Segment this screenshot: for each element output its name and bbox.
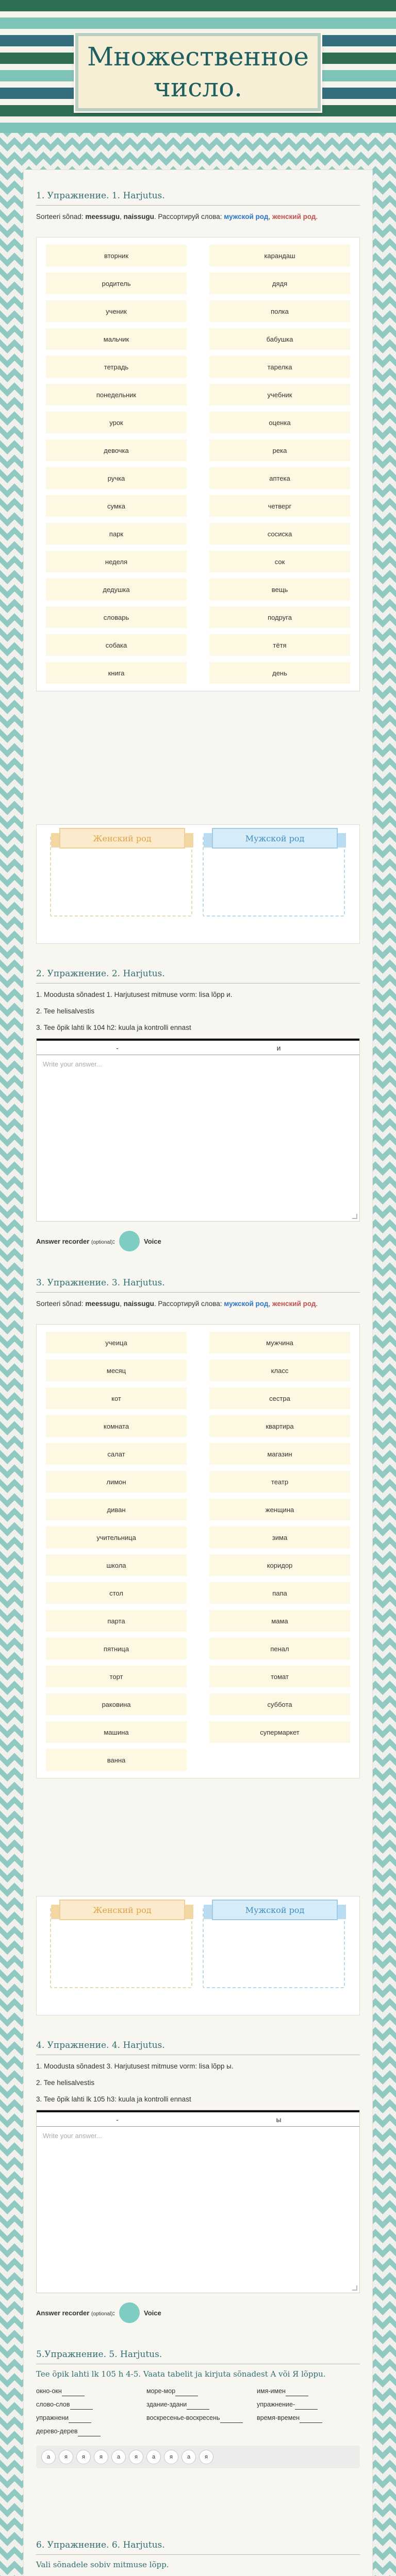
letter-chip[interactable]: я (76, 2450, 91, 2464)
word-card[interactable]: дядя (209, 273, 350, 294)
word-card[interactable]: ученик (46, 300, 187, 322)
word-card[interactable]: салат (46, 1443, 187, 1465)
recorder-label: Answer recorder (optional): (36, 2309, 115, 2317)
exercise-1-drop (36, 824, 360, 944)
word-card[interactable]: тетрадь (46, 356, 187, 378)
word-card[interactable]: девочка (46, 439, 187, 461)
fill-item: дерево-дерев (36, 2426, 139, 2436)
blank-slot[interactable] (286, 2389, 308, 2396)
word-card[interactable]: тарелка (209, 356, 350, 378)
word-card[interactable]: суббота (209, 1693, 350, 1715)
word-card[interactable]: пятница (46, 1638, 187, 1659)
letter-chip[interactable]: я (59, 2450, 73, 2464)
letter-chip[interactable]: я (129, 2450, 143, 2464)
word-card[interactable]: мальчик (46, 328, 187, 350)
word-card[interactable]: коридор (209, 1554, 350, 1576)
word-bank (36, 237, 360, 691)
fill-item: воскресенье-воскресень (146, 2413, 250, 2423)
exercise-3-title: 3. Упражнение. 3. Harjutus. (36, 1278, 360, 1293)
column-dash: - (116, 1044, 119, 1052)
exercise-1-title: 1. Упражнение. 1. Harjutus. (36, 191, 360, 206)
exercise-4-title: 4. Упражнение. 4. Harjutus. (36, 2040, 360, 2055)
fill-item: здание-здани (146, 2399, 250, 2410)
word-card[interactable]: сок (209, 551, 350, 572)
masculine-ribbon: Мужской род (212, 1900, 338, 1920)
word-card[interactable]: учебник (209, 384, 350, 405)
drop-area (36, 824, 360, 944)
exercise-5-title: 5.Упражнение. 5. Harjutus. (36, 2349, 360, 2364)
word-card[interactable]: карандаш (209, 245, 350, 266)
drop-area (36, 1896, 360, 2015)
word-card[interactable]: раковина (46, 1693, 187, 1715)
record-button[interactable] (119, 1231, 140, 1251)
word-card[interactable]: стол (46, 1582, 187, 1604)
word-card[interactable]: диван (46, 1499, 187, 1520)
letter-chip[interactable]: я (164, 2450, 178, 2464)
exercise-6-title: 6. Упражнение. 6. Harjutus. (36, 2540, 360, 2555)
word-card[interactable]: неделя (46, 551, 187, 572)
exercise-3-instructions: Sorteeri sõnad: meessugu, naissugu. Рассортируй слова: мужской род, женский род. (36, 1300, 318, 1308)
feminine-drop-zone[interactable] (50, 834, 192, 917)
feminine-ribbon: Женский род (59, 828, 185, 849)
blank-slot[interactable] (187, 2402, 209, 2410)
exercise-3 (36, 1278, 360, 1309)
exercise-2 (36, 969, 360, 1251)
word-card[interactable]: женщина (209, 1499, 350, 1520)
word-card[interactable]: словарь (46, 606, 187, 628)
word-card[interactable]: бабушка (209, 328, 350, 350)
exercise-3-drop (36, 1896, 360, 2015)
word-card[interactable]: сосиска (209, 523, 350, 545)
word-card[interactable]: магазин (209, 1443, 350, 1465)
page-title: Множественное число. (87, 42, 309, 103)
blank-slot[interactable] (70, 2402, 93, 2410)
word-card[interactable]: лимон (46, 1471, 187, 1493)
blank-slot[interactable] (220, 2416, 243, 2423)
word-card[interactable]: понедельник (46, 384, 187, 405)
fill-item: время-времен (257, 2413, 360, 2423)
word-card[interactable]: ручка (46, 467, 187, 489)
letter-chip[interactable]: а (182, 2450, 196, 2464)
letter-chip[interactable]: я (199, 2450, 213, 2464)
worksheet (24, 170, 372, 2576)
exercise-6 (36, 2540, 360, 2576)
answer-table-head (37, 1039, 359, 1055)
letter-chip[interactable]: я (94, 2450, 108, 2464)
word-card[interactable]: театр (209, 1471, 350, 1493)
record-button[interactable] (119, 2302, 140, 2323)
letter-chip[interactable]: а (111, 2450, 126, 2464)
title-card (75, 33, 321, 111)
word-card[interactable]: вещь (209, 579, 350, 600)
blank-slot[interactable] (175, 2389, 198, 2396)
word-card[interactable]: учеица (46, 1332, 187, 1353)
word-card[interactable]: вторник (46, 245, 187, 266)
exercise-2-line-2: 2. Tee helisalvestis (36, 1007, 95, 1015)
answer-table-head (37, 2110, 359, 2127)
word-card[interactable]: сумка (46, 495, 187, 517)
fill-item: упражнение- (257, 2399, 360, 2410)
word-card[interactable]: четверг (209, 495, 350, 517)
word-card[interactable]: мужчина (209, 1332, 350, 1353)
resize-handle-icon[interactable] (352, 2285, 357, 2291)
masculine-drop-zone[interactable] (203, 834, 345, 917)
letter-chip[interactable]: а (146, 2450, 161, 2464)
exercise-1-instructions: Sorteeri sõnad: meessugu, naissugu. Рассортируй слова: мужской род, женский род. (36, 213, 318, 221)
voice-label: Voice (144, 2309, 161, 2317)
exercise-1-words (36, 237, 360, 691)
word-card[interactable]: родитель (46, 273, 187, 294)
word-card[interactable]: кот (46, 1387, 187, 1409)
answer-table (36, 1038, 360, 1222)
word-card[interactable]: супермаркет (209, 1721, 350, 1743)
word-card[interactable]: класс (209, 1360, 350, 1381)
fill-item: море-мор (146, 2386, 250, 2396)
fill-item: имя-имен (257, 2386, 360, 2396)
masculine-ribbon: Мужской род (212, 828, 338, 849)
word-card[interactable]: зима (209, 1527, 350, 1548)
exercise-4-line-1: 1. Moodusta sõnadest 3. Harjutusest mitmuse vorm: lisa lõpp ы. (36, 2062, 234, 2070)
word-card[interactable]: торт (46, 1666, 187, 1687)
fill-item: упражнени (36, 2413, 139, 2423)
exercise-2-line-1: 1. Moodusta sõnadest 1. Harjutusest mitmuse vorm: lisa lõpp и. (36, 991, 233, 998)
word-card[interactable]: дедушка (46, 579, 187, 600)
word-card[interactable]: ванна (46, 1749, 187, 1771)
blank-slot[interactable] (295, 2402, 318, 2410)
word-card[interactable]: подруга (209, 606, 350, 628)
blank-slot[interactable] (300, 2416, 322, 2423)
letter-chip[interactable]: а (41, 2450, 56, 2464)
column-dash: - (116, 2115, 119, 2124)
answer-textarea[interactable] (37, 2127, 359, 2293)
blank-slot[interactable] (62, 2389, 85, 2396)
exercise-5 (36, 2349, 360, 2468)
word-card[interactable]: учительница (46, 1527, 187, 1548)
word-card[interactable]: комната (46, 1415, 187, 1437)
answer-placeholder: Write your answer... (43, 2132, 102, 2140)
exercise-2-line-3: 3. Tee õpik lahti lk 104 h2: kuula ja kontrolli ennast (36, 1024, 191, 1031)
answer-recorder (36, 2302, 360, 2323)
exercise-6-instructions: Vali sõnadele sobiv mitmuse lõpp. (36, 2560, 169, 2569)
word-card[interactable]: книга (46, 662, 187, 684)
resize-handle-icon[interactable] (352, 1214, 357, 1219)
fill-in-list (36, 2386, 360, 2436)
word-bank (36, 1324, 360, 1778)
exercise-4-line-3: 3. Tee õpik lahti lk 105 h3: kuula ja kontrolli ennast (36, 2095, 191, 2103)
exercise-1 (36, 191, 360, 222)
word-card[interactable]: сестра (209, 1387, 350, 1409)
word-card[interactable]: папа (209, 1582, 350, 1604)
word-card[interactable]: квартира (209, 1415, 350, 1437)
answer-table (36, 2110, 360, 2293)
column-ending: ы (276, 2115, 282, 2124)
exercise-4 (36, 2040, 360, 2323)
answer-recorder (36, 1231, 360, 1251)
word-card[interactable]: тётя (209, 634, 350, 656)
exercise-2-title: 2. Упражнение. 2. Harjutus. (36, 969, 360, 984)
word-card[interactable]: аптека (209, 467, 350, 489)
answer-placeholder: Write your answer... (43, 1060, 102, 1068)
letter-bank (36, 2446, 360, 2468)
feminine-ribbon: Женский род (59, 1900, 185, 1920)
blank-slot[interactable] (78, 2429, 101, 2436)
word-card[interactable]: парта (46, 1610, 187, 1632)
word-card[interactable]: школа (46, 1554, 187, 1576)
word-card[interactable]: мама (209, 1610, 350, 1632)
word-card[interactable]: река (209, 439, 350, 461)
exercise-5-instructions: Tee õpik lahti lk 105 h 4-5. Vaata tabelit ja kirjuta sõnadest A või Я lõppu. (36, 2369, 326, 2379)
column-ending: и (276, 1044, 281, 1052)
word-card[interactable]: парк (46, 523, 187, 545)
recorder-label: Answer recorder (optional): (36, 1237, 115, 1245)
word-card[interactable]: собака (46, 634, 187, 656)
voice-label: Voice (144, 1237, 161, 1245)
word-card[interactable]: полка (209, 300, 350, 322)
fill-item: окно-окн (36, 2386, 139, 2396)
word-card[interactable]: день (209, 662, 350, 684)
blank-slot[interactable] (69, 2416, 91, 2423)
word-card[interactable]: томат (209, 1666, 350, 1687)
fill-item: слово-слов (36, 2399, 139, 2410)
answer-textarea[interactable] (37, 1055, 359, 1221)
word-card[interactable]: оценка (209, 412, 350, 433)
exercise-3-words (36, 1324, 360, 1778)
feminine-drop-zone[interactable] (50, 1906, 192, 1988)
word-card[interactable]: пенал (209, 1638, 350, 1659)
exercise-4-line-2: 2. Tee helisalvestis (36, 2079, 95, 2087)
masculine-drop-zone[interactable] (203, 1906, 345, 1988)
word-card[interactable]: месяц (46, 1360, 187, 1381)
word-card[interactable]: машина (46, 1721, 187, 1743)
word-card[interactable]: урок (46, 412, 187, 433)
